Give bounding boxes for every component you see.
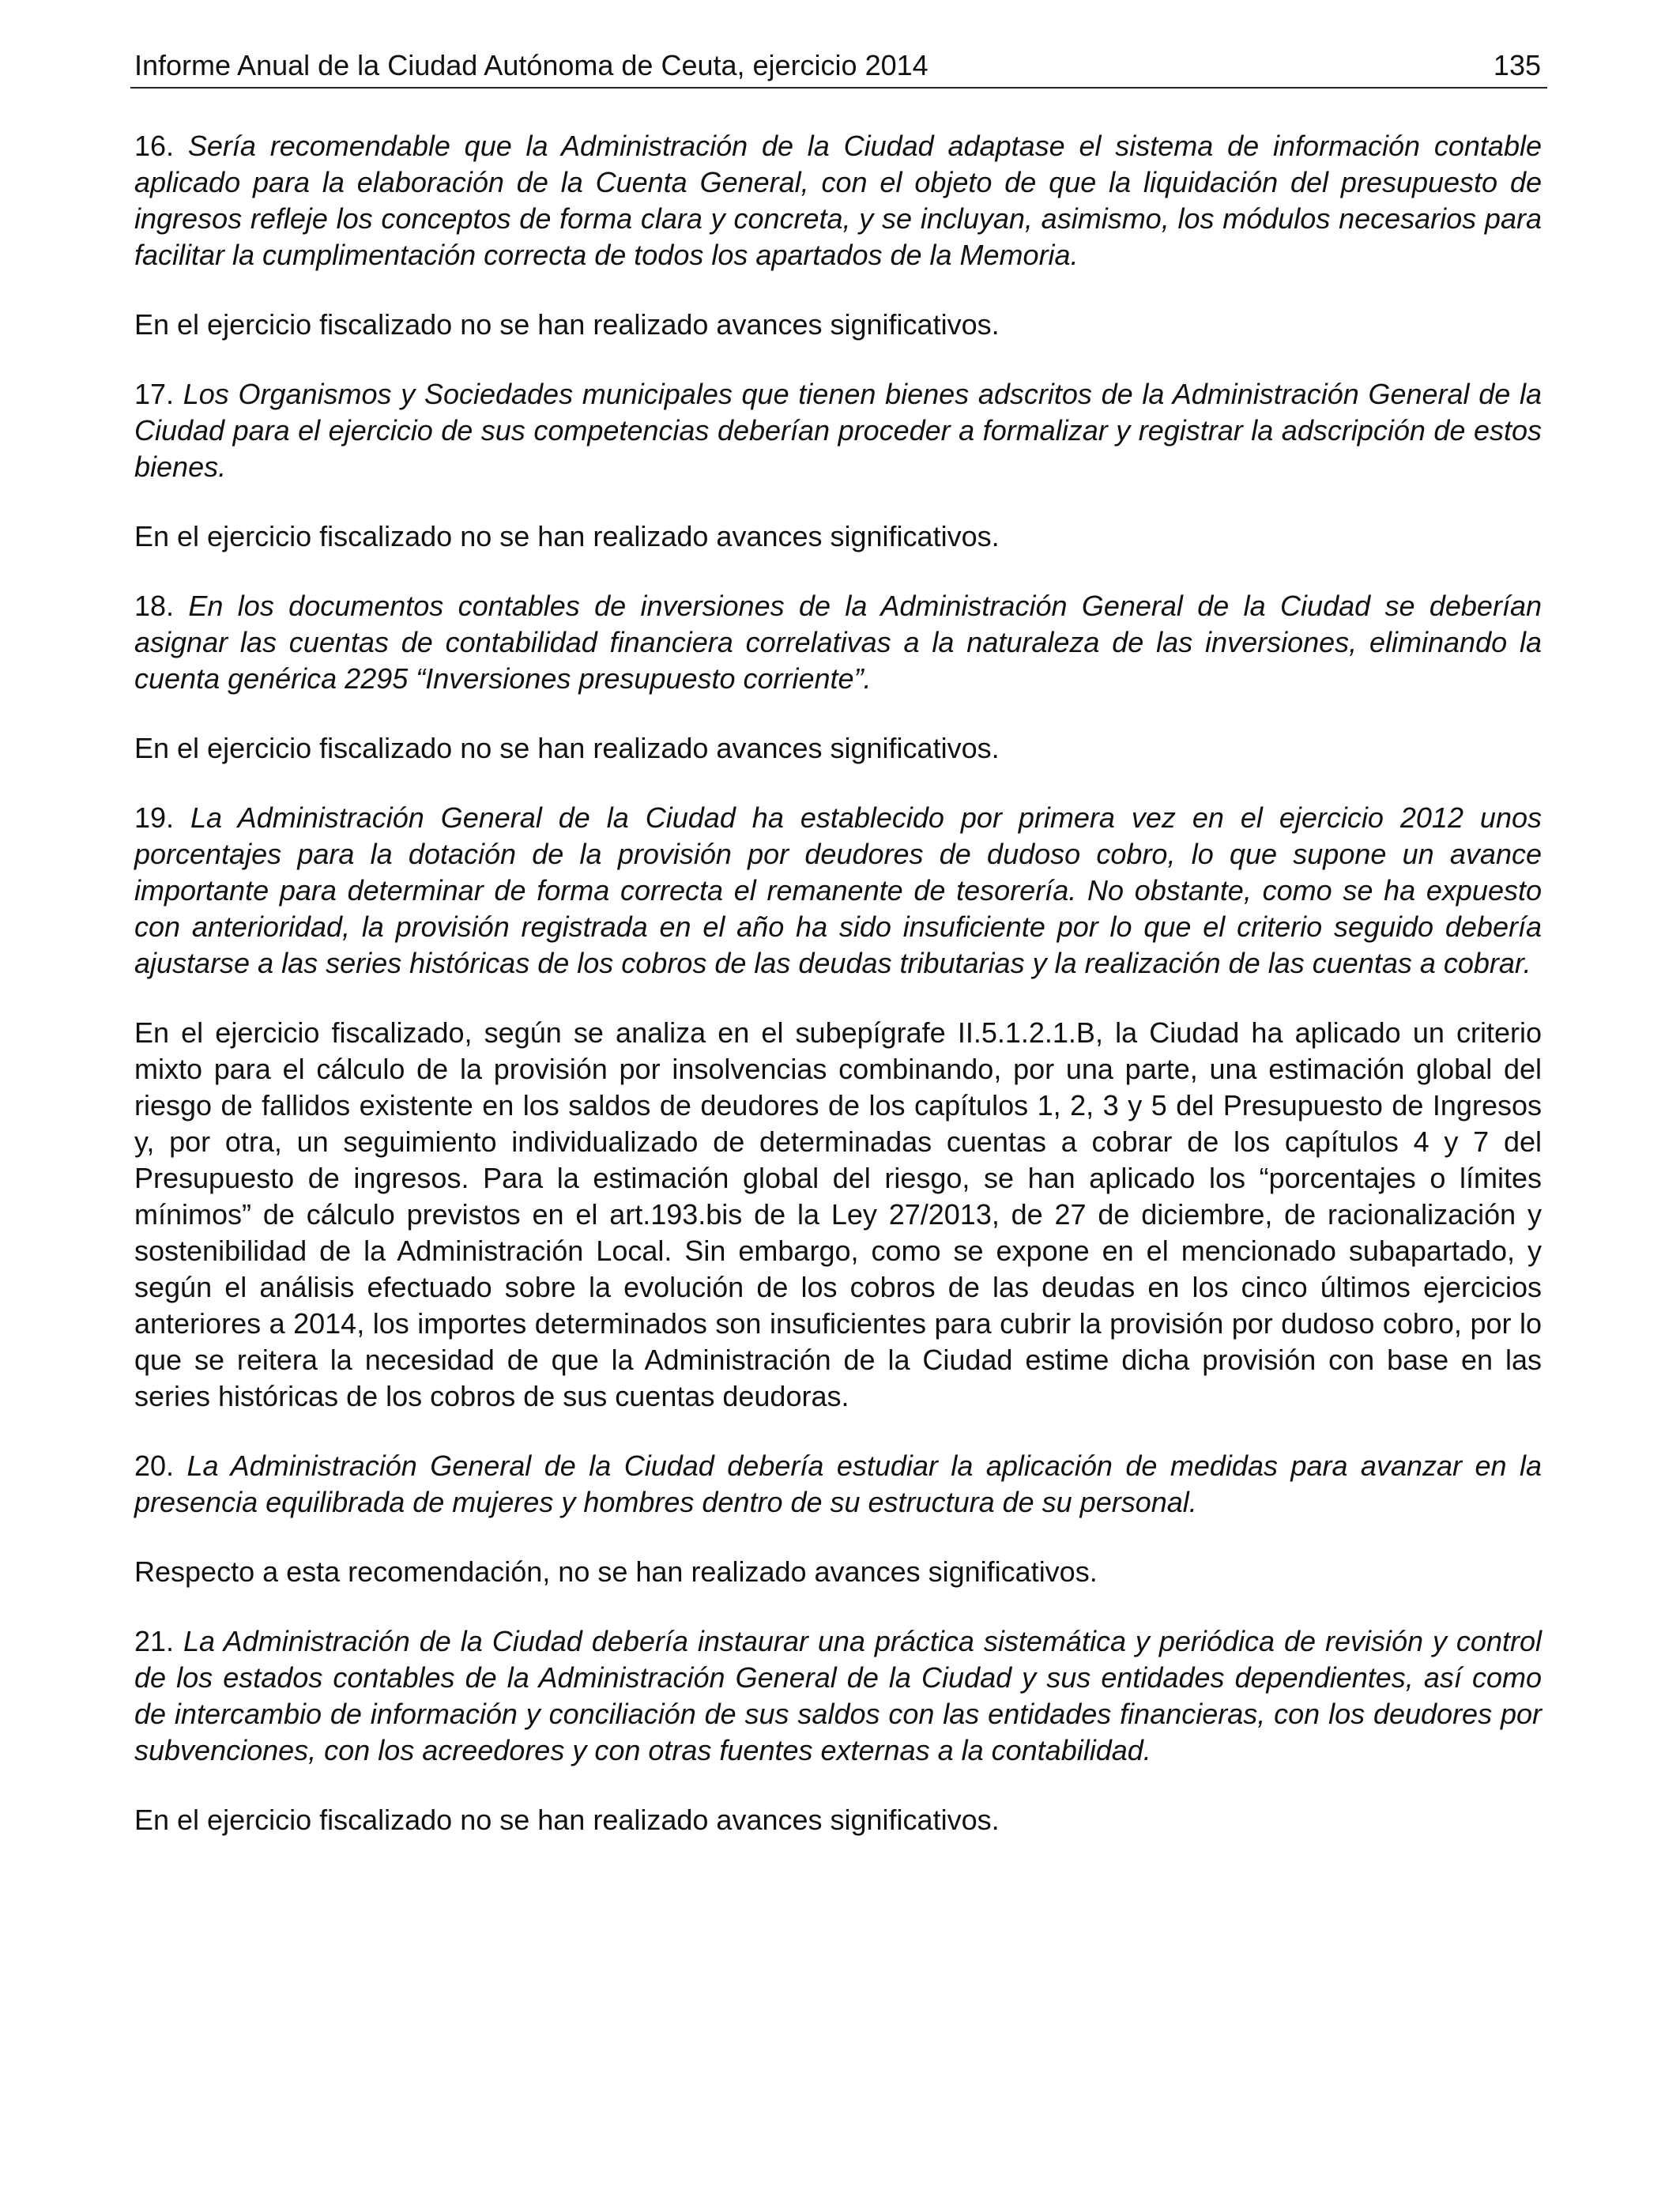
recommendation-17 [134, 376, 1542, 485]
recommendation-number: 19. [134, 801, 175, 834]
recommendation-text: La Administración General de la Ciudad debería estudiar la aplicación de medidas para avanzar en la presencia equilibrada de mujeres y hombres dentro de su estructura de su personal. [134, 1449, 1542, 1518]
recommendation-text: Sería recomendable que la Administración de la Ciudad adaptase el sistema de información contable aplicado para la elaboración de la Cuenta General, con el objeto de que la liquidación del presupuesto de ingresos refleje los conceptos de forma clara y concreta, y se incluyan, asimismo, los módulos necesarios para facilitar la cumplimentación correcta de todos los apartados de la Memoria. [134, 130, 1542, 271]
document-body [134, 128, 1542, 1838]
recommendation-19-status: En el ejercicio fiscalizado, según se analiza en el subepígrafe II.5.1.2.1.B, la Ciudad ha aplicado un criterio mixto para el cálculo de la provisión por insolvencias combinando, por una parte, una estimación global del riesgo de fallidos existente en los saldos de deudores de los capítulos 1, 2, 3 y 5 del Presupuesto de Ingresos y, por otra, un seguimiento individualizado de determinadas cuentas a cobrar de los capítulos 4 y 7 del Presupuesto de ingresos. Para la estimación global del riesgo, se han aplicado los “porcentajes o límites mínimos” de cálculo previstos en el art.193.bis de la Ley 27/2013, de 27 de diciembre, de racionalización y sostenibilidad de la Administración Local. Sin embargo, como se expone en el mencionado subapartado, y según el análisis efectuado sobre la evolución de los cobros de las deudas en los cinco últimos ejercicios anteriores a 2014, los importes determinados son insuficientes para cubrir la provisión por dudoso cobro, por lo que se reitera la necesidad de que la Administración de la Ciudad estime dicha provisión con base en las series históricas de los cobros de sus cuentas deudoras. [134, 1016, 1542, 1412]
recommendation-number: 20. [134, 1449, 175, 1482]
page-header [130, 47, 1547, 89]
recommendation-18 [134, 588, 1542, 697]
recommendation-21-status: En el ejercicio fiscalizado no se han realizado avances significativos. [134, 1804, 1000, 1836]
recommendation-number: 16. [134, 130, 175, 162]
recommendation-21 [134, 1623, 1542, 1769]
recommendation-18-status: En el ejercicio fiscalizado no se han realizado avances significativos. [134, 732, 1000, 764]
recommendation-19 [134, 800, 1542, 982]
recommendation-number: 17. [134, 378, 175, 410]
recommendation-16 [134, 128, 1542, 273]
page-number: 135 [1493, 49, 1541, 81]
recommendation-text: La Administración General de la Ciudad ha establecido por primera vez en el ejercicio 2012 unos porcentajes para la dotación de la provisión por deudores de dudoso cobro, lo que supone un avance importante para determinar de forma correcta el remanente de tesorería. No obstante, como se ha expuesto con anterioridad, la provisión registrada en el año ha sido insuficiente por lo que el criterio seguido debería ajustarse a las series históricas de los cobros de las deudas tributarias y la realización de las cuentas a cobrar. [134, 801, 1542, 979]
recommendation-text: En los documentos contables de inversiones de la Administración General de la Ciudad se deberían asignar las cuentas de contabilidad financiera correlativas a la naturaleza de las inversiones, eliminando la cuenta genérica 2295 “Inversiones presupuesto corriente”. [134, 590, 1542, 695]
recommendation-17-status: En el ejercicio fiscalizado no se han realizado avances significativos. [134, 520, 1000, 552]
document-title: Informe Anual de la Ciudad Autónoma de Ceuta, ejercicio 2014 [134, 49, 929, 81]
recommendation-number: 21. [134, 1625, 175, 1657]
recommendation-16-status: En el ejercicio fiscalizado no se han realizado avances significativos. [134, 308, 1000, 341]
recommendation-20-status: Respecto a esta recomendación, no se han realizado avances significativos. [134, 1555, 1098, 1588]
recommendation-number: 18. [134, 590, 175, 622]
recommendation-text: Los Organismos y Sociedades municipales que tienen bienes adscritos de la Administración General de la Ciudad para el ejercicio de sus competencias deberían proceder a formalizar y registrar la adscripción de estos bienes. [134, 378, 1542, 483]
recommendation-text: La Administración de la Ciudad debería instaurar una práctica sistemática y periódica de revisión y control de los estados contables de la Administración General de la Ciudad y sus entidades dependientes, así como de intercambio de información y conciliación de sus saldos con las entidades financieras, con los deudores por subvenciones, con los acreedores y con otras fuentes externas a la contabilidad. [134, 1625, 1542, 1766]
recommendation-20 [134, 1448, 1542, 1521]
